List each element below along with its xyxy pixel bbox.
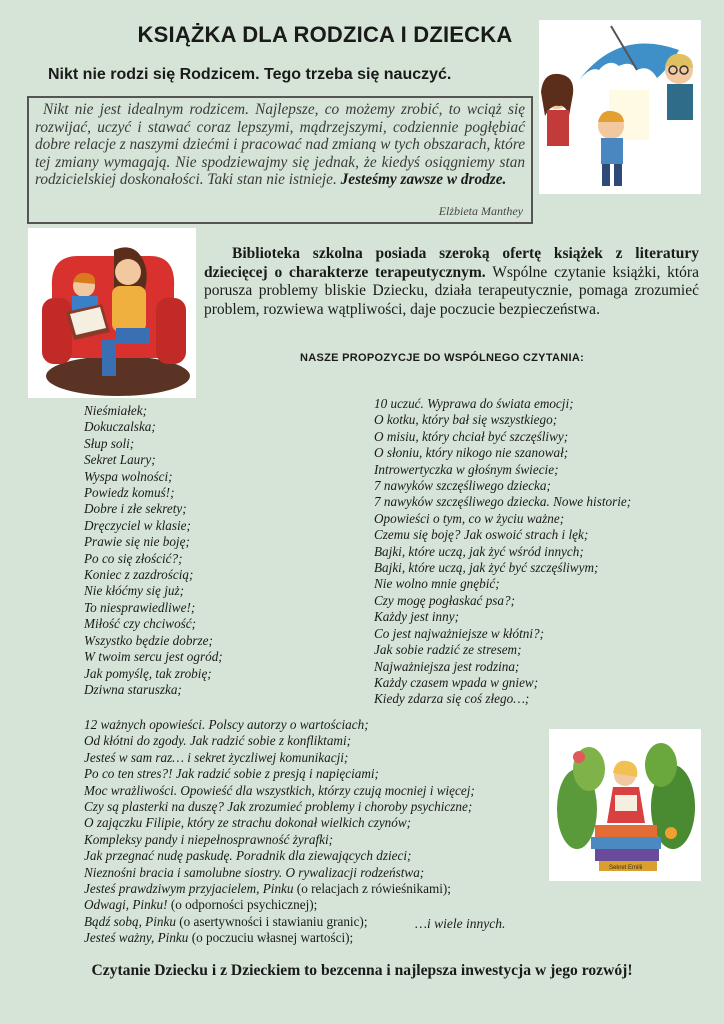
book-list-item: Czemu się boję? Jak oswoić strach i lęk;	[374, 527, 589, 543]
book-title: Jesteś prawdziwym przyjacielem, Pinku	[84, 881, 294, 897]
book-list-item: 7 nawyków szczęśliwego dziecka;	[374, 478, 551, 494]
page-title: KSIĄŻKA DLA RODZICA I DZIECKA	[137, 22, 513, 47]
quote-box	[27, 96, 533, 224]
book-list-item	[84, 832, 475, 848]
book-list-item	[84, 865, 475, 881]
book-note: (o poczuciu własnej wartości);	[188, 930, 354, 946]
book-list-item	[84, 733, 475, 749]
quote-emphasis: Jesteśmy zawsze w drodze.	[340, 171, 507, 188]
book-list-item: Wyspa wolności;	[84, 468, 173, 484]
book-list-item: Opowieści o tym, co w życiu ważne;	[374, 510, 565, 526]
book-list-item: Każdy jest inny;	[374, 609, 459, 625]
book-list-item: Kiedy zdarza się coś złego…;	[374, 691, 530, 707]
page-subtitle: Nikt nie rodzi się Rodzicem. Tego trzeba się nauczyć.	[48, 66, 452, 83]
book-list-left	[84, 403, 223, 698]
book-title: Nieznośni bracia i samolubne siostry. O rywalizacji rodzeństwa;	[84, 864, 425, 880]
book-list-item: Każdy czasem wpada w gniew;	[374, 674, 539, 690]
intro-bold: Biblioteka szkolna posiada szeroką ofertę książek z literatury dziecięcej o charakterze terapeutycznym.	[204, 245, 699, 281]
footer-slogan: Czytanie Dziecku i z Dzieckiem to bezcenna i najlepsza inwestycja w jego rozwój!	[91, 962, 633, 979]
book-list-item: Koniec z zazdrością;	[84, 567, 194, 583]
book-list-item: 10 uczuć. Wyprawa do świata emocji;	[374, 396, 574, 411]
proposals-heading: NASZE PROPOZYCJE DO WSPÓLNEGO CZYTANIA:	[300, 352, 585, 364]
book-list-item: O słoniu, który nikogo nie szanował;	[374, 445, 569, 461]
book-title: Po co ten stres?! Jak radzić sobie z presją i napięciami;	[84, 766, 379, 782]
book-list-right	[374, 396, 631, 708]
book-list-item: To niesprawiedliwe!;	[84, 599, 196, 615]
book-list-item: Bajki, które uczą, jak żyć wśród innych;	[374, 543, 584, 559]
book-list-item	[84, 815, 475, 831]
book-list-item	[84, 930, 475, 946]
book-list-item	[84, 717, 475, 733]
book-list-item: Słup soli;	[84, 435, 135, 451]
book-list-item: Dręczyciel w klasie;	[84, 517, 191, 533]
book-list-item: Prawie się nie boję;	[84, 534, 190, 550]
intro-text: Wspólne czytanie książki, która porusza problemy bliskie Dziecku, działa terapeutycznie, pomaga zrozumieć problem, rozwiewa wątpliwości, daje poczucie bezpieczeństwa.	[204, 263, 699, 318]
book-note: (o asertywności i stawianiu granic);	[175, 913, 368, 929]
book-list-item: Nie wolno mnie gnębić;	[374, 576, 500, 592]
book-list-item: Co jest najważniejsze w kłótni?;	[374, 625, 544, 641]
book-list-item: Czy mogę pogłaskać psa?;	[374, 592, 516, 608]
book-list-item	[84, 799, 475, 815]
book-title: Jesteś w sam raz… i sekret życzliwej komunikacji;	[84, 749, 349, 765]
book-title: Od kłótni do zgody. Jak radzić sobie z konfliktami;	[84, 733, 352, 749]
book-list-item: Miłość czy chciwość;	[84, 616, 197, 632]
intro-paragraph	[204, 245, 699, 319]
book-list-item	[84, 750, 475, 766]
book-list-item	[84, 766, 475, 782]
book-list-item: W twoim sercu jest ogród;	[84, 649, 223, 665]
book-list-item: O kotku, który bał się wszystkiego;	[374, 412, 558, 428]
book-list-item: Po co się złościć?;	[84, 550, 183, 566]
book-list-item: Dobre i złe sekrety;	[84, 501, 187, 517]
book-list-item	[84, 897, 475, 913]
more-books-note: …i wiele innych.	[415, 916, 506, 931]
family-umbrella-illustration	[539, 20, 701, 194]
book-list-item: Jak sobie radzić ze stresem;	[374, 642, 522, 658]
quote-text	[35, 101, 525, 189]
book-list-item: Sekret Laury;	[84, 452, 156, 468]
book-list-item: Powiedz komuś!;	[84, 485, 175, 501]
book-spine-label: Sekret Emilii	[609, 865, 643, 871]
book-list-item: Nie kłóćmy się już;	[84, 583, 184, 599]
book-list-item: Dokuczalska;	[84, 419, 156, 435]
book-list-item	[84, 783, 475, 799]
book-list-item: Bajki, które uczą, jak żyć być szczęśliwym;	[374, 560, 599, 576]
girl-books-illustration	[549, 729, 701, 881]
book-title: Jak przegnać nudę paskudę. Poradnik dla ziewających dzieci;	[84, 848, 412, 864]
book-list-item: Najważniejsza jest rodzina;	[374, 658, 520, 674]
book-title: Czy są plasterki na duszę? Jak zrozumieć problemy i choroby psychiczne;	[84, 799, 473, 815]
book-list-item	[84, 848, 475, 864]
book-list-bottom	[84, 717, 475, 947]
book-list-item: Dziwna staruszka;	[84, 681, 182, 697]
book-note: (o relacjach z rówieśnikami);	[293, 881, 451, 897]
mother-reading-illustration	[28, 228, 196, 398]
book-title: Kompleksy pandy i niepełnosprawność żyrafki;	[84, 831, 334, 847]
book-title: Jesteś ważny, Pinku	[84, 930, 189, 946]
book-list-item: Jak pomyślę, tak zrobię;	[84, 665, 212, 681]
book-list-item: O misiu, który chciał być szczęśliwy;	[374, 428, 569, 444]
book-title: Moc wrażliwości. Opowieść dla wszystkich, którzy czują mocniej i więcej;	[84, 782, 475, 798]
quote-author: Elżbieta Manthey	[438, 204, 523, 218]
book-list-item: Introwertyczka w głośnym świecie;	[374, 461, 559, 477]
book-title: O zajączku Filipie, który ze strachu dokonał wielkich czynów;	[84, 815, 412, 831]
book-title: Bądź sobą, Pinku	[84, 913, 176, 929]
book-list-item: Nieśmiałek;	[84, 403, 147, 418]
book-title: 12 ważnych opowieści. Polscy autorzy o wartościach;	[84, 717, 369, 732]
quote-body: Nikt nie jest idealnym rodzicem. Najlepsze, co możemy zrobić, to wciąż się rozwijać, uczyć i stawać coraz lepszymi, mądrzejszymi, codziennie pogłębiać dobre relacje z naszymi dziećmi i pracować nad zmianą w tych obszarach, które tej zmiany wymagają. Nie spodziewajmy się jednak, że kiedyś osiągniemy stan rodzicielskiej doskonałości. Taki stan nie istnieje.	[35, 101, 525, 188]
book-list-item: Wszystko będzie dobrze;	[84, 632, 213, 648]
book-note: (o odporności psychicznej);	[167, 897, 318, 913]
book-title: Odwagi, Pinku!	[84, 897, 168, 913]
book-list-item	[84, 881, 475, 897]
book-list-item: 7 nawyków szczęśliwego dziecka. Nowe historie;	[374, 494, 632, 510]
